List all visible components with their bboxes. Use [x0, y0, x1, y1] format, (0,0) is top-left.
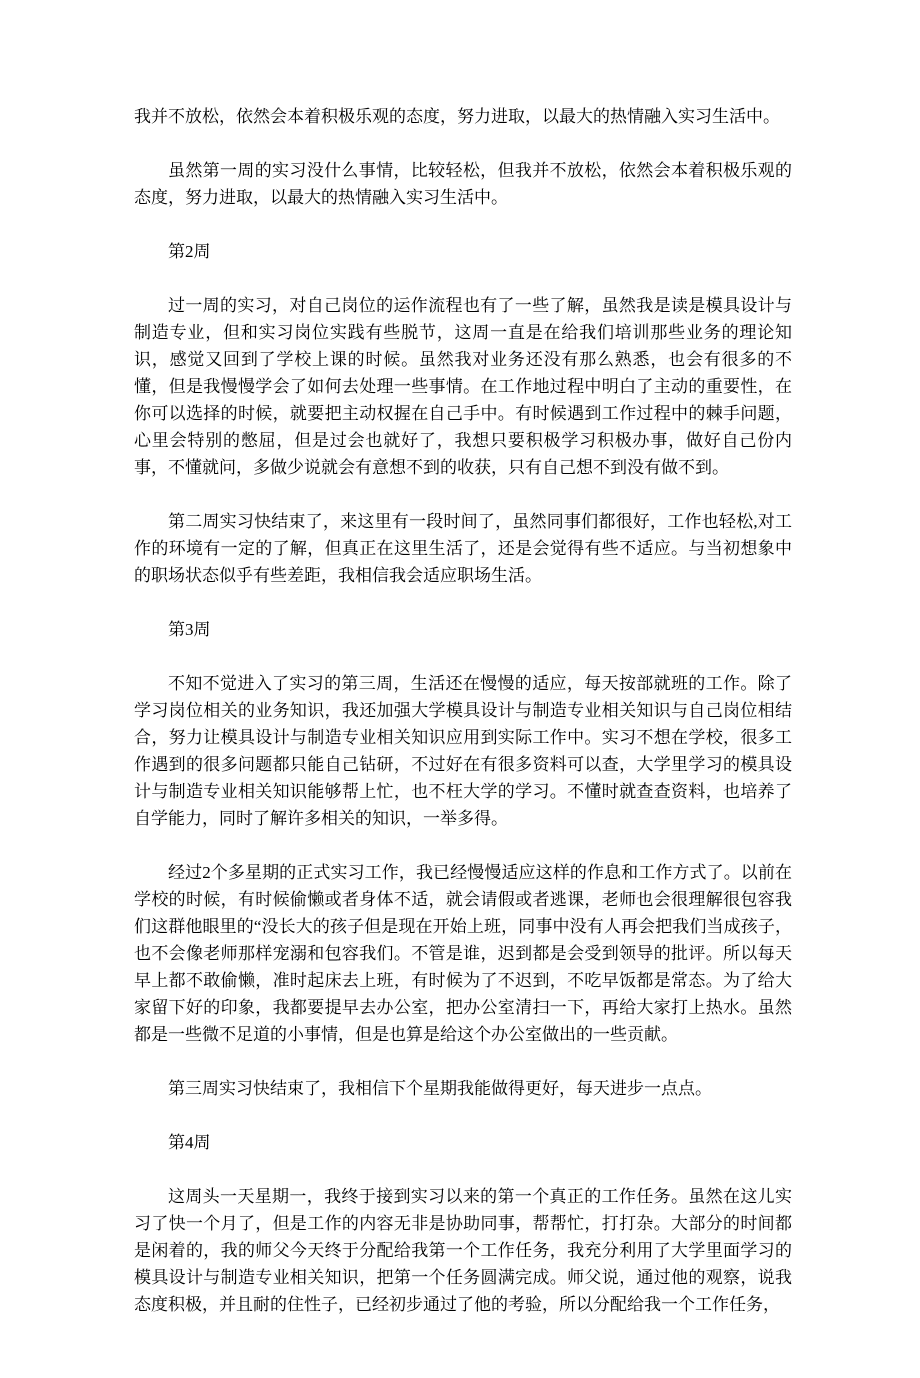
paragraph: 不知不觉进入了实习的第三周，生活还在慢慢的适应，每天按部就班的工作。除了学习岗位相关的业务知识，我还加强大学模具设计与制造专业相关知识与自己岗位相结合，努力让模具设计与制造专业相关知识应用到实际工作中。实习不想在学校，很多工作遇到的很多问题都只能自己钻研，不过好在有很多资料可以查，大学里学习的模具设计与制造专业相关知识能够帮上忙，也不枉大学的学习。不懂时就查查资料，也培养了自学能力，同时了解许多相关的知识，一举多得。: [134, 674, 792, 828]
week-2-heading: 第2周: [168, 242, 211, 261]
week-4-heading: 第4周: [168, 1133, 211, 1152]
paragraph: 第三周实习快结束了，我相信下个星期我能做得更好，每天进步一点点。: [168, 1079, 712, 1098]
paragraph: 经过2个多星期的正式实习工作，我已经慢慢适应这样的作息和工作方式了。以前在学校的时候，有时候偷懒或者身体不适，就会请假或者逃课，老师也会很理解很包容我们这群他眼里的“没长大的孩子但是现在开始上班，同事中没有人再会把我们当成孩子，也不会像老师那样宠溺和包容我们。不管是谁，迟到都是会受到领导的批评。所以每天早上都不敢偷懒，准时起床去上班，有时候为了不迟到，不吃早饭都是常态。为了给大家留下好的印象，我都要提早去办公室，把办公室清扫一下，再给大家打上热水。虽然都是一些微不足道的小事情，但是也算是给这个办公室做出的一些贡献。: [134, 863, 792, 1044]
paragraph: 虽然第一周的实习没什么事情，比较轻松，但我并不放松，依然会本着积极乐观的态度，努力进取，以最大的热情融入实习生活中。: [134, 161, 792, 207]
paragraph: 这周头一天星期一，我终于接到实习以来的第一个真正的工作任务。虽然在这儿实习了快一个月了，但是工作的内容无非是协助同事，帮帮忙，打打杂。大部分的时间都是闲着的，我的师父今天终于分配给我第一个工作任务，我充分利用了大学里面学习的模具设计与制造专业相关知识，把第一个任务圆满完成。师父说，通过他的观察，说我态度积极，并且耐的住性子，已经初步通过了他的考验，所以分配给我一个工作任务，: [134, 1187, 792, 1314]
week-3-heading: 第3周: [168, 620, 211, 639]
paragraph: 第二周实习快结束了，来这里有一段时间了，虽然同事们都很好，工作也轻松,对工作的环境有一定的了解，但真正在这里生活了，还是会觉得有些不适应。与当初想象中的职场状态似乎有些差距，我相信我会适应职场生活。: [134, 512, 792, 585]
paragraph: 过一周的实习，对自己岗位的运作流程也有了一些了解，虽然我是读是模具设计与制造专业，但和实习岗位实践有些脱节，这周一直是在给我们培训那些业务的理论知识，感觉又回到了学校上课的时候。虽然我对业务还没有那么熟悉，也会有很多的不懂，但是我慢慢学会了如何去处理一些事情。在工作地过程中明白了主动的重要性，在你可以选择的时候，就要把主动权握在自己手中。有时候遇到工作过程中的棘手问题，心里会特别的憋屈，但是过会也就好了，我想只要积极学习积极办事，做好自己份内事，不懂就问，多做少说就会有意想不到的收获，只有自己想不到没有做不到。: [134, 296, 792, 477]
paragraph-continuation: 我并不放松，依然会本着积极乐观的态度，努力进取，以最大的热情融入实习生活中。: [134, 107, 780, 126]
